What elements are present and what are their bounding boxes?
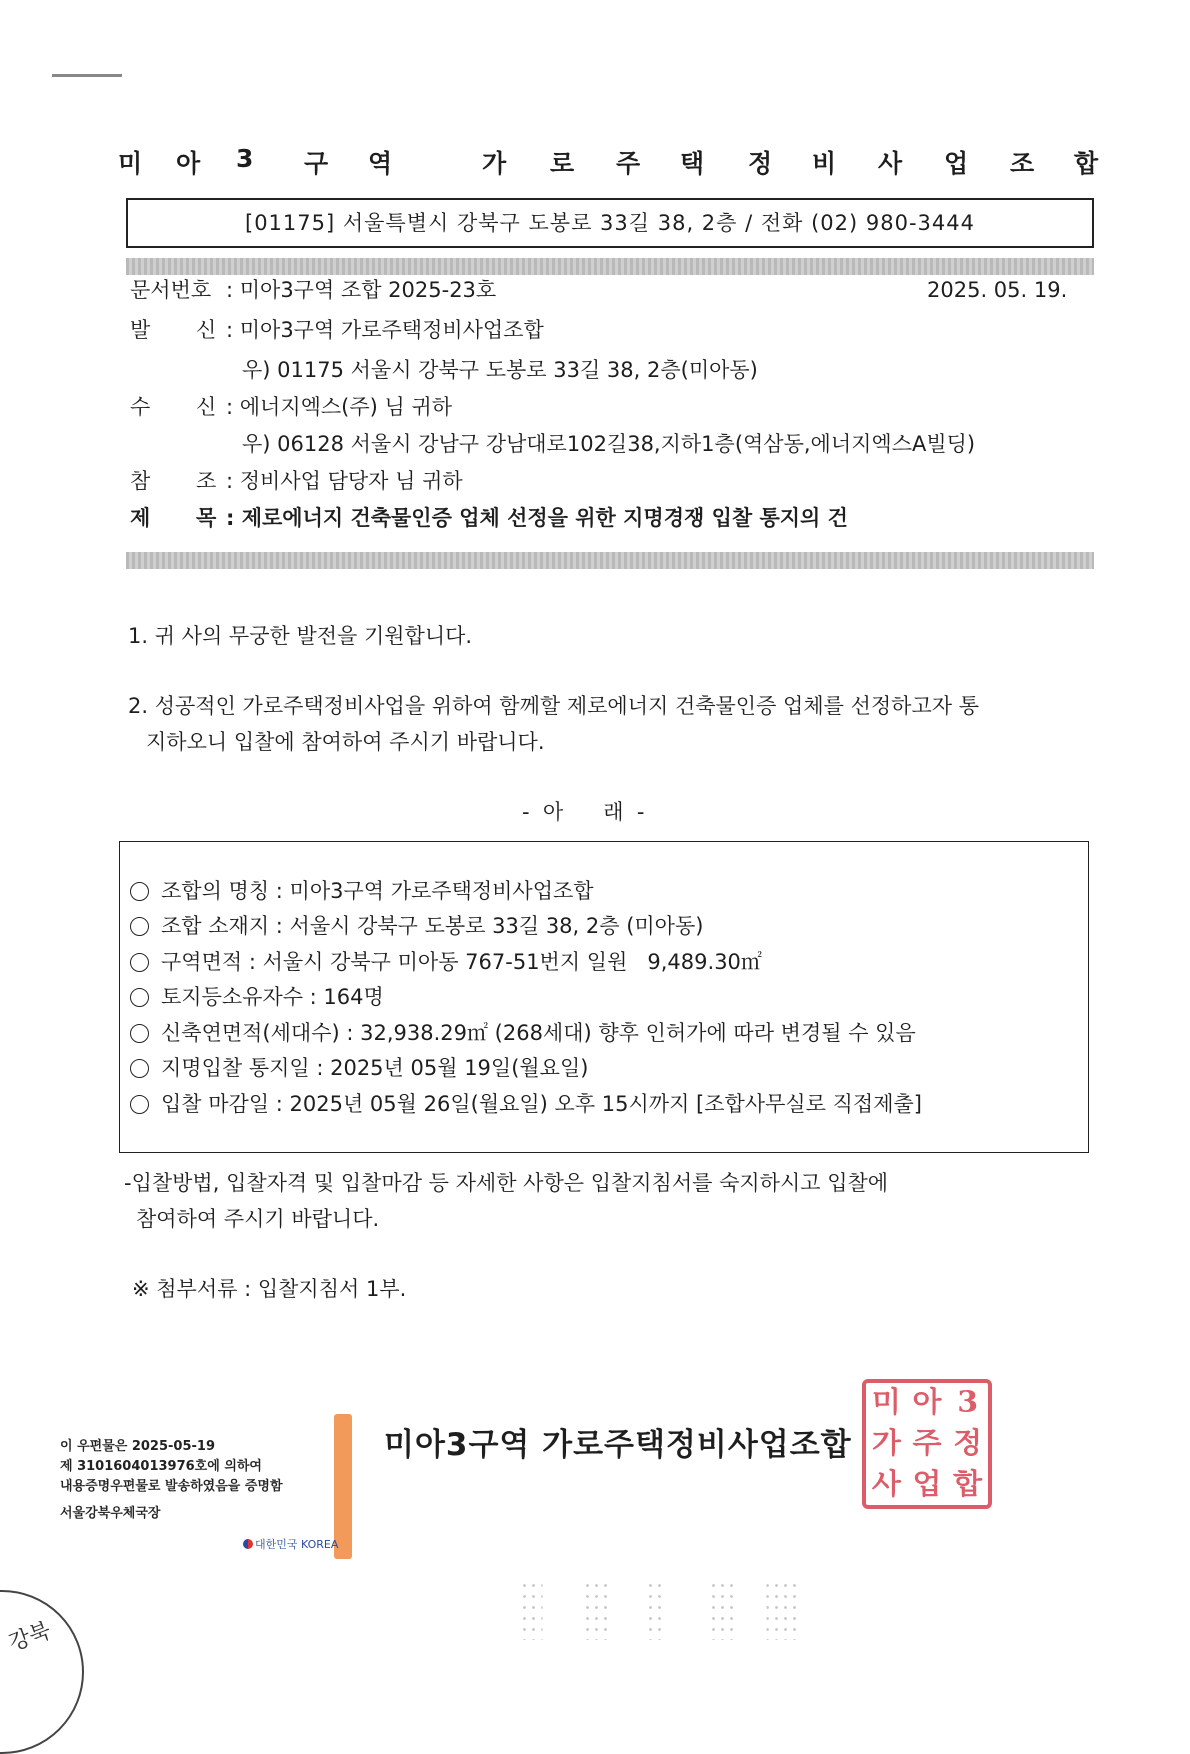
instruction-line-1: -입찰방법, 입찰자격 및 입찰마감 등 자세한 사항은 입찰지침서를 숙지하시고 입찰에 [124,1171,889,1195]
circle-bullet-icon [130,882,149,901]
title-char: 미 [118,149,145,178]
document-date: 2025. 05. 19. [927,278,1068,302]
title-char: 합 [1074,149,1101,178]
official-seal: 미 아 3 가 주 정 사 업 합 [862,1379,992,1509]
circle-bullet-icon [130,988,149,1007]
doc-number-label: 문서번호 [130,278,212,302]
doc-number-value: : 미아3구역 조합 2025-23호 [226,278,497,302]
subject-value: : 제로에너지 건축물인증 업체 선정을 위한 지명경쟁 입찰 통지의 건 [226,506,848,530]
to-value: : 에너지엑스(주) 님 귀하 [226,395,453,419]
divider-bar [126,552,1094,569]
title-char: 정 [748,149,775,178]
postal-cert-line: 제 3101604013976호에 의하여 [60,1459,262,1474]
notice-item: 신축연면적(세대수) : 32,938.29㎡ (268세대) 향후 인허가에 따라 변경될 수 있음 [130,1019,916,1047]
notice-item: 조합의 명칭 : 미아3구역 가로주택정비사업조합 [130,877,594,905]
korea-mark: 대한민국 KOREA [243,1536,338,1552]
to-label: 수 신 [130,395,217,419]
sender-signature-name: 미아3구역 가로주택정비사업조합 [384,1427,852,1463]
registration-dot-pattern [520,1580,800,1640]
circle-bullet-icon [130,1095,149,1114]
postal-cert-line: 이 우편물은 2025-05-19 [60,1439,215,1454]
address-box: [01175] 서울특별시 강북구 도봉로 33길 38, 2층 / 전화 (02) 980-3444 [126,198,1094,248]
postal-cert-line: 내용증명우편물로 발송하였음을 증명함 [60,1479,283,1494]
title-char: 택 [680,149,707,178]
to-address: 우) 06128 서울시 강남구 강남대로102길38,지하1층(역삼동,에너지엑스A빌딩) [242,432,976,456]
postal-office-name: 서울강북우체국장 [60,1506,161,1521]
title-char: 주 [616,149,643,178]
circle-bullet-icon [130,1059,149,1078]
from-label: 발 신 [130,318,217,342]
notice-item: 지명입찰 통지일 : 2025년 05월 19일(월요일) [130,1054,588,1082]
section-marker: - 아 래 - [522,800,645,824]
reference-label: 참 조 [130,469,217,493]
paragraph-2-line-2: 지하오니 입찰에 참여하여 주시기 바랍니다. [146,730,545,754]
title-char: 사 [878,149,905,178]
postmark-text: 강북 [5,1618,55,1657]
reference-value: : 정비사업 담당자 님 귀하 [226,469,463,493]
taegeuk-icon [243,1539,253,1549]
instruction-line-2: 참여하여 주시기 바랍니다. [136,1207,380,1231]
title-char: 역 [368,149,395,178]
title-char: 구 [304,149,331,178]
from-address: 우) 01175 서울시 강북구 도봉로 33길 38, 2층(미아동) [242,358,758,382]
title-char: 아 [176,149,203,178]
divider-bar [126,258,1094,275]
attachment-note: ※ 첨부서류 : 입찰지침서 1부. [132,1277,407,1301]
paragraph-2-line-1: 2. 성공적인 가로주택정비사업을 위하여 함께할 제로에너지 건축물인증 업체를 선정하고자 통 [128,694,979,718]
title-char: 3 [236,144,256,173]
title-char: 비 [812,149,839,178]
circle-bullet-icon [130,917,149,936]
title-char: 가 [482,149,509,178]
from-value: : 미아3구역 가로주택정비사업조합 [226,318,544,342]
paragraph-1: 1. 귀 사의 무궁한 발전을 기원합니다. [128,624,473,648]
scan-mark [52,74,122,77]
circle-bullet-icon [130,1024,149,1043]
notice-item: 조합 소재지 : 서울시 강북구 도봉로 33길 38, 2층 (미아동) [130,912,703,940]
notice-item: 토지등소유자수 : 164명 [130,983,384,1011]
organization-title [118,144,1101,184]
circle-bullet-icon [130,953,149,972]
title-char: 업 [944,149,971,178]
subject-label: 제 목 [130,506,217,530]
title-char: 로 [550,149,577,178]
notice-item: 구역면적 : 서울시 강북구 미아동 767-51번지 일원 9,489.30㎡ [130,948,762,976]
title-char: 조 [1010,149,1037,178]
notice-item: 입찰 마감일 : 2025년 05월 26일(월요일) 오후 15시까지 [조합사무실로 직접제출] [130,1090,922,1118]
